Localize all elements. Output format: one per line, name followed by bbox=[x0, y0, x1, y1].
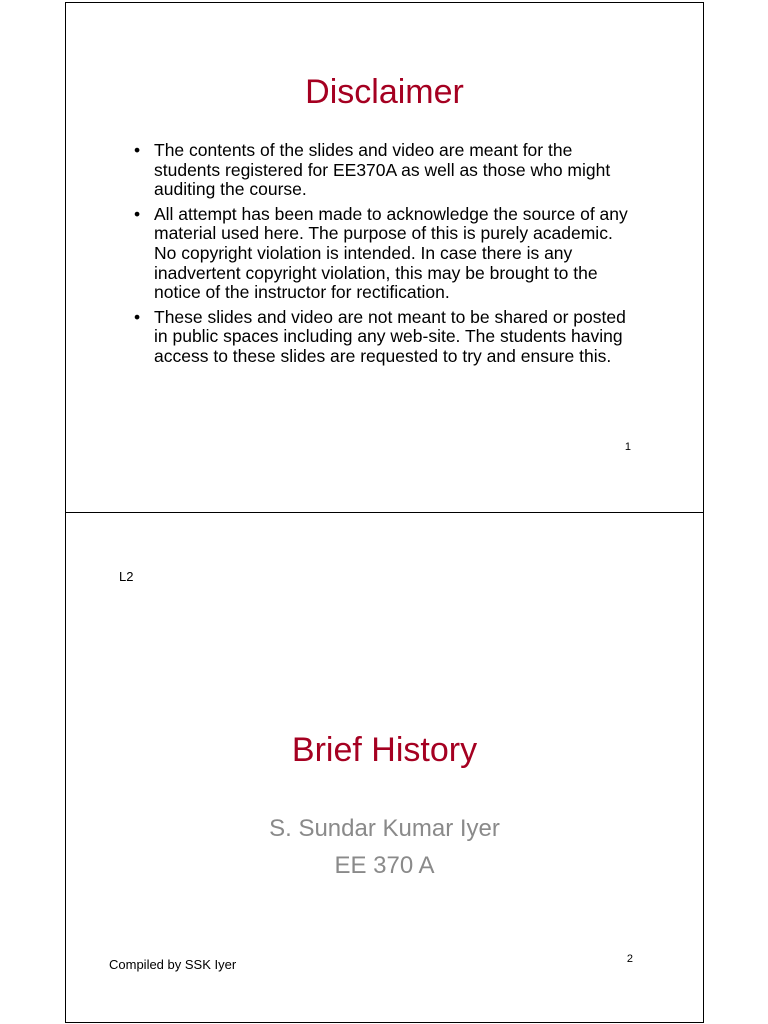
slide-footer: Compiled by SSK Iyer bbox=[109, 957, 237, 972]
course-code: EE 370 A bbox=[334, 852, 435, 879]
bullet-list bbox=[134, 141, 639, 372]
bullet-item bbox=[134, 308, 639, 367]
bullet-item bbox=[134, 141, 639, 200]
lecture-tag: L2 bbox=[119, 569, 134, 584]
slide-page-number: 2 bbox=[626, 953, 633, 965]
slide-brief-history bbox=[65, 512, 704, 1023]
bullet-text: All attempt has been made to acknowledge the source of any material used here. The purpose of this is purely academic. No copyright violation is intended. In case there is any inadvertent copyright violation, this may be brought to the notice of the instructor for rectification. bbox=[154, 203, 628, 303]
slide-page-number: 1 bbox=[624, 441, 631, 453]
slide-title: Disclaimer bbox=[305, 73, 464, 111]
bullet-item bbox=[134, 205, 639, 303]
bullet-icon: • bbox=[134, 140, 141, 160]
slide-disclaimer bbox=[65, 2, 704, 514]
author-name: S. Sundar Kumar Iyer bbox=[269, 815, 500, 842]
bullet-text: The contents of the slides and video are meant for the students registered for EE370A as well as those who might auditing the course. bbox=[154, 140, 611, 200]
bullet-icon: • bbox=[134, 203, 141, 224]
bullet-icon: • bbox=[134, 306, 141, 327]
bullet-text: These slides and video are not meant to be shared or posted in public spaces including any web-site. The students having access to these slides are requested to try and ensure this. bbox=[154, 306, 626, 366]
slide-title: Brief History bbox=[291, 731, 478, 769]
